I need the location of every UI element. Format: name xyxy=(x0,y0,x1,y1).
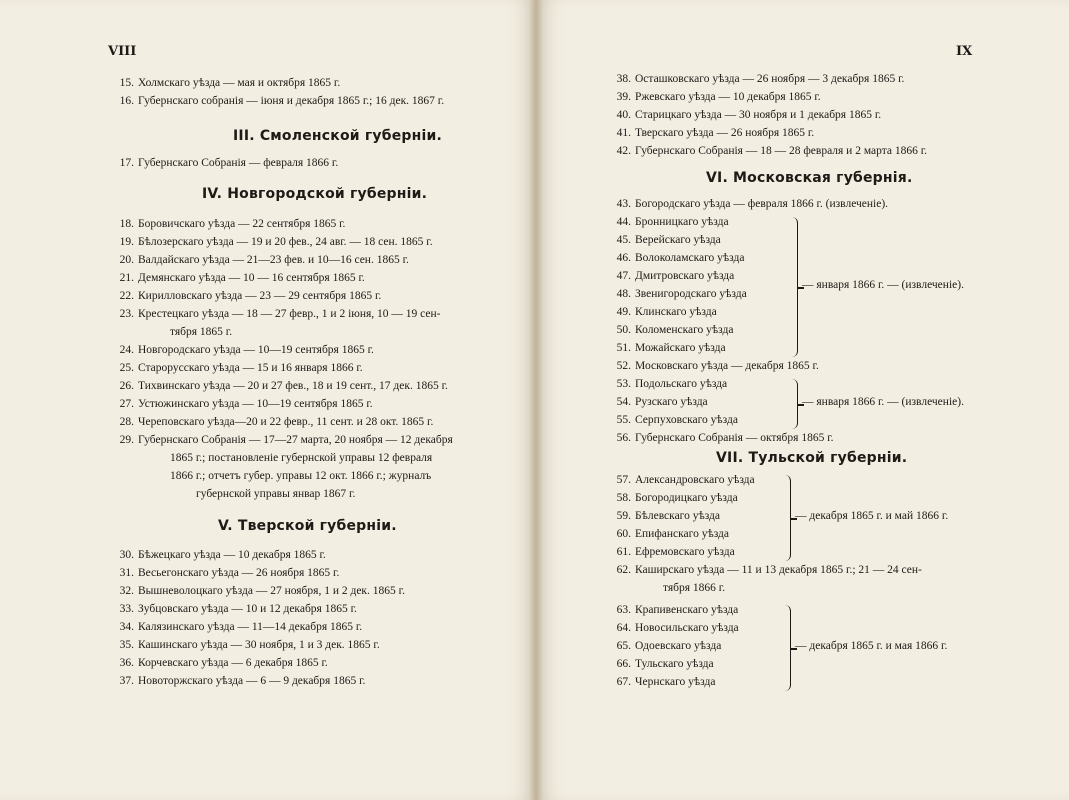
list-item xyxy=(112,217,345,231)
entry-number: 32. xyxy=(119,585,134,597)
entry-text: Новоторжскаго уѣзда — 6 — 9 декабря 1865 г. xyxy=(138,675,366,687)
entry-text: Тульскаго уѣзда xyxy=(635,658,714,670)
entry-number: 36. xyxy=(119,657,134,669)
entry-number: 62. xyxy=(616,564,631,576)
entry-text: Крапивенскаго уѣзда xyxy=(635,604,739,616)
entry-text: Боровичскаго уѣзда — 22 сентября 1865 г. xyxy=(138,218,346,230)
entry-number: 29. xyxy=(119,434,134,446)
entry-number: 19. xyxy=(119,236,134,248)
list-item xyxy=(609,108,881,122)
list-item xyxy=(609,657,714,671)
entry-text: Коломенскаго уѣзда xyxy=(635,324,734,336)
list-item xyxy=(112,289,381,303)
list-item xyxy=(112,584,405,598)
entry-text: Тверскаго уѣзда — 26 ноября 1865 г. xyxy=(635,127,815,139)
entry-number: 39. xyxy=(616,91,631,103)
entry-number: 63. xyxy=(616,604,631,616)
list-item xyxy=(112,433,453,447)
list-item xyxy=(609,377,727,391)
entry-text: Новгородскаго уѣзда — 10—19 сентября 1865 г. xyxy=(138,344,374,356)
section-heading: V. Тверской губерніи. xyxy=(218,518,397,534)
entry-text: Губернскаго Собранія — февраля 1866 г. xyxy=(138,157,339,169)
list-item xyxy=(609,251,744,265)
entry-text: Чернскаго уѣзда xyxy=(635,676,716,688)
entry-text: Губернскаго собранія — іюня и декабря 1865 г.; 16 дек. 1867 г. xyxy=(138,95,445,107)
grouping-brace xyxy=(790,379,798,429)
entry-number: 66. xyxy=(616,658,631,670)
entry-number: 35. xyxy=(119,639,134,651)
entry-number: 65. xyxy=(616,640,631,652)
entry-text: Ефремовскаго уѣзда xyxy=(635,546,735,558)
list-item xyxy=(609,144,927,158)
list-item xyxy=(609,269,734,283)
list-item xyxy=(112,397,373,411)
entry-number: 54. xyxy=(616,396,631,408)
entry-number: 42. xyxy=(616,145,631,157)
brace-note: — января 1866 г. — (извлеченіе). xyxy=(802,396,964,408)
entry-number: 38. xyxy=(616,73,631,85)
entry-text: Кирилловскаго уѣзда — 23 — 29 сентября 1865 г. xyxy=(138,290,382,302)
entry-text: Клинскаго уѣзда xyxy=(635,306,717,318)
section-heading: III. Смоленской губерніи. xyxy=(233,128,443,144)
entry-number: 31. xyxy=(119,567,134,579)
list-item xyxy=(609,413,738,427)
entry-number: 43. xyxy=(616,198,631,210)
entry-text: Звенигородскаго уѣзда xyxy=(635,288,747,300)
entry-text: Крестецкаго уѣзда — 18 — 27 февр., 1 и 2 іюня, 10 — 19 сен- xyxy=(138,308,441,320)
list-item xyxy=(112,602,357,616)
entry-number: 46. xyxy=(616,252,631,264)
entry-text: Бѣлевскаго уѣзда xyxy=(635,510,721,522)
entry-text: Холмскаго уѣзда — мая и октября 1865 г. xyxy=(138,77,341,89)
entry-continuation: 1866 г.; отчетъ губер. управы 12 окт. 1866 г.; журналъ xyxy=(170,470,432,482)
entry-number: 55. xyxy=(616,414,631,426)
list-item xyxy=(112,271,365,285)
entry-text: Богородскаго уѣзда — февраля 1866 г. (извлеченіе). xyxy=(635,198,889,210)
entry-text: Дмитровскаго уѣзда xyxy=(635,270,735,282)
list-item xyxy=(112,361,363,375)
list-item xyxy=(609,72,904,86)
list-item xyxy=(609,527,729,541)
list-item xyxy=(609,603,738,617)
entry-number: 22. xyxy=(119,290,134,302)
entry-number: 25. xyxy=(119,362,134,374)
entry-number: 33. xyxy=(119,603,134,615)
brace-note: — декабря 1865 г. и май 1866 г. xyxy=(795,510,949,522)
entry-text: Епифанскаго уѣзда xyxy=(635,528,730,540)
list-item xyxy=(112,674,365,688)
entry-number: 26. xyxy=(119,380,134,392)
entry-text: Каширскаго уѣзда — 11 и 13 декабря 1865 г.; 21 — 24 сен- xyxy=(635,564,922,576)
entry-text: Новосильскаго уѣзда xyxy=(635,622,739,634)
list-item xyxy=(609,287,747,301)
entry-number: 53. xyxy=(616,378,631,390)
entry-text: Старорусскаго уѣзда — 15 и 16 января 1866 г. xyxy=(138,362,363,374)
entry-number: 15. xyxy=(119,77,134,89)
entry-number: 40. xyxy=(616,109,631,121)
list-item xyxy=(112,566,339,580)
entry-text: Губернскаго Собранія — октября 1865 г. xyxy=(635,432,834,444)
entry-number: 23. xyxy=(119,308,134,320)
entry-number: 50. xyxy=(616,324,631,336)
list-item xyxy=(609,233,721,247)
entry-number: 30. xyxy=(119,549,134,561)
grouping-brace xyxy=(783,605,791,691)
entry-number: 28. xyxy=(119,416,134,428)
entry-number: 48. xyxy=(616,288,631,300)
entry-number: 57. xyxy=(616,474,631,486)
list-item xyxy=(609,509,720,523)
entry-continuation: 1865 г.; постановленіе губернской управы 12 февраля xyxy=(170,452,433,464)
entry-number: 60. xyxy=(616,528,631,540)
entry-continuation: губернской управы январ 1867 г. xyxy=(196,488,356,500)
section-heading: VII. Тульской губерніи. xyxy=(716,450,908,466)
entry-text: Бѣлозерскаго уѣзда — 19 и 20 фев., 24 авг. — 18 сен. 1865 г. xyxy=(138,236,433,248)
entry-text: Кашинскаго уѣзда — 30 ноября, 1 и 3 дек. 1865 г. xyxy=(138,639,380,651)
entry-number: 20. xyxy=(119,254,134,266)
list-item xyxy=(609,545,735,559)
entry-number: 45. xyxy=(616,234,631,246)
entry-number: 18. xyxy=(119,218,134,230)
list-item xyxy=(112,307,441,321)
entry-number: 49. xyxy=(616,306,631,318)
entry-text: Бѣжецкаго уѣзда — 10 декабря 1865 г. xyxy=(138,549,326,561)
list-item xyxy=(609,563,922,577)
entry-text: Валдайскаго уѣзда — 21—23 фев. и 10—16 сен. 1865 г. xyxy=(138,254,409,266)
list-item xyxy=(609,126,814,140)
list-item xyxy=(609,197,888,211)
entry-text: Губернскаго Собранія — 18 — 28 февраля и 2 марта 1866 г. xyxy=(635,145,928,157)
entry-text: Осташковскаго уѣзда — 26 ноября — 3 декабря 1865 г. xyxy=(635,73,905,85)
list-item xyxy=(112,379,448,393)
right-folio: IX xyxy=(956,44,973,59)
entry-text: Демянскаго уѣзда — 10 — 16 сентября 1865 г. xyxy=(138,272,365,284)
entry-number: 16. xyxy=(119,95,134,107)
entry-number: 58. xyxy=(616,492,631,504)
entry-number: 27. xyxy=(119,398,134,410)
entry-text: Вышневолоцкаго уѣзда — 27 ноября, 1 и 2 дек. 1865 г. xyxy=(138,585,405,597)
entry-number: 61. xyxy=(616,546,631,558)
entry-text: Зубцовскаго уѣзда — 10 и 12 декабря 1865 г. xyxy=(138,603,357,615)
list-item xyxy=(112,253,409,267)
brace-note: — января 1866 г. — (извлеченіе). xyxy=(802,279,964,291)
entry-text: Губернскаго Собранія — 17—27 марта, 20 ноября — 12 декабря xyxy=(138,434,453,446)
section-heading: VI. Московская губернія. xyxy=(706,170,913,186)
list-item xyxy=(609,473,755,487)
entry-text: Старицкаго уѣзда — 30 ноября и 1 декабря 1865 г. xyxy=(635,109,882,121)
entry-text: Устюжинскаго уѣзда — 10—19 сентября 1865 г. xyxy=(138,398,373,410)
list-item xyxy=(609,305,717,319)
list-item xyxy=(609,341,726,355)
entry-text: Тихвинскаго уѣзда — 20 и 27 фев., 18 и 19 сент., 17 дек. 1865 г. xyxy=(138,380,448,392)
entry-number: 34. xyxy=(119,621,134,633)
list-item xyxy=(609,359,819,373)
list-item xyxy=(609,491,738,505)
entry-number: 67. xyxy=(616,676,631,688)
list-item xyxy=(112,235,433,249)
left-folio: VIII xyxy=(108,44,137,59)
entry-number: 47. xyxy=(616,270,631,282)
gutter xyxy=(530,0,542,800)
brace-note: — декабря 1865 г. и мая 1866 г. xyxy=(795,640,948,652)
entry-text: Волоколамскаго уѣзда xyxy=(635,252,745,264)
entry-number: 37. xyxy=(119,675,134,687)
entry-text: Богородицкаго уѣзда xyxy=(635,492,738,504)
grouping-brace xyxy=(783,475,791,561)
list-item xyxy=(112,620,362,634)
entry-text: Калязинскаго уѣзда — 11—14 декабря 1865 г. xyxy=(138,621,363,633)
entry-number: 59. xyxy=(616,510,631,522)
list-item xyxy=(609,431,834,445)
entry-number: 64. xyxy=(616,622,631,634)
list-item xyxy=(609,395,708,409)
entry-number: 44. xyxy=(616,216,631,228)
list-item xyxy=(609,639,721,653)
entry-number: 52. xyxy=(616,360,631,372)
entry-text: Рузскаго уѣзда xyxy=(635,396,708,408)
entry-number: 56. xyxy=(616,432,631,444)
list-item xyxy=(112,415,433,429)
list-item xyxy=(609,675,715,689)
entry-number: 41. xyxy=(616,127,631,139)
entry-text: Подольскаго уѣзда xyxy=(635,378,728,390)
entry-text: Весьегонскаго уѣзда — 26 ноября 1865 г. xyxy=(138,567,340,579)
entry-text: Ржевскаго уѣзда — 10 декабря 1865 г. xyxy=(635,91,821,103)
entry-number: 24. xyxy=(119,344,134,356)
list-item xyxy=(112,638,380,652)
list-item xyxy=(112,548,326,562)
list-item xyxy=(112,656,328,670)
list-item xyxy=(112,156,338,170)
grouping-brace xyxy=(790,217,798,357)
entry-text: Серпуховскаго уѣзда xyxy=(635,414,738,426)
entry-number: 21. xyxy=(119,272,134,284)
entry-continuation: тября 1865 г. xyxy=(170,326,233,338)
entry-text: Бронницкаго уѣзда xyxy=(635,216,729,228)
entry-text: Одоевскаго уѣзда xyxy=(635,640,722,652)
list-item xyxy=(609,621,739,635)
entry-number: 17. xyxy=(119,157,134,169)
list-item xyxy=(609,215,729,229)
entry-text: Московскаго уѣзда — декабря 1865 г. xyxy=(635,360,819,372)
entry-number: 51. xyxy=(616,342,631,354)
list-item xyxy=(112,76,340,90)
entry-text: Можайскаго уѣзда xyxy=(635,342,726,354)
list-item xyxy=(112,343,374,357)
section-heading: IV. Новгородской губерніи. xyxy=(202,186,428,202)
entry-text: Череповскаго уѣзда—20 и 22 февр., 11 сент. и 28 окт. 1865 г. xyxy=(138,416,434,428)
list-item xyxy=(609,323,733,337)
entry-text: Верейскаго уѣзда xyxy=(635,234,721,246)
list-item xyxy=(112,94,444,108)
entry-text: Корчевскаго уѣзда — 6 декабря 1865 г. xyxy=(138,657,328,669)
entry-continuation: тября 1866 г. xyxy=(663,582,726,594)
entry-text: Александровскаго уѣзда xyxy=(635,474,755,486)
list-item xyxy=(609,90,821,104)
